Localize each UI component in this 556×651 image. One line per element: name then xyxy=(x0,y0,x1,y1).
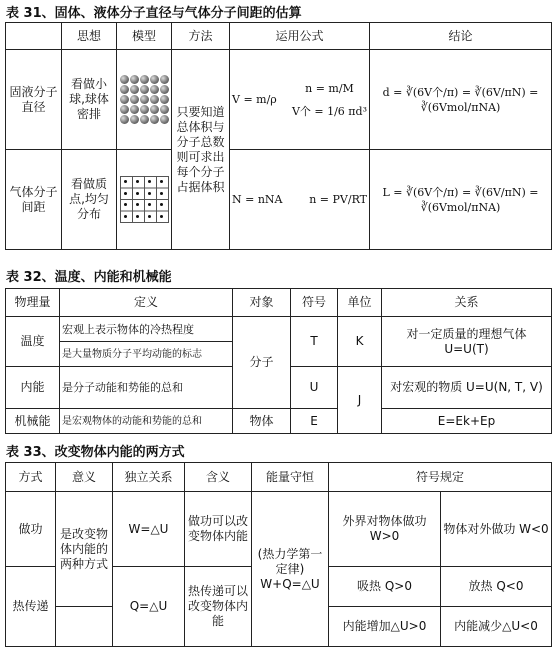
t33-heat-name: 热传递 xyxy=(6,567,56,647)
formula-volume: V = m/ρ xyxy=(232,93,277,106)
t31-row2-conclusion: L = ∛(6V个/π) = ∛(6V/πN) = ∛(6Vmol/πNA) xyxy=(370,150,552,250)
t32-temp-symbol: T xyxy=(291,317,338,367)
t33-heat-desc: 热传递可以改变物体内能 xyxy=(185,567,252,647)
t32-temp-unit: K xyxy=(338,317,382,367)
t32-mech-symbol: E xyxy=(291,409,338,434)
t31-row1-conclusion: d = ∛(6V个/π) = ∛(6V/πN) = ∛(6Vmol/πNA) xyxy=(370,50,552,150)
table31-title: 表 31、固体、液体分子直径与气体分子间距的估算 xyxy=(6,6,302,21)
t31-header-idea: 思想 xyxy=(62,23,117,50)
packed-spheres-illustration xyxy=(120,75,169,124)
t33-sign-u-neg: 内能减少△U<0 xyxy=(441,607,552,647)
formula-n-gas: n = PV/RT xyxy=(309,193,367,206)
table33-title: 表 33、改变物体内能的两方式 xyxy=(6,445,185,460)
t33-header-connotation: 含义 xyxy=(185,463,252,492)
t32-header-symbol: 符号 xyxy=(291,289,338,317)
t33-meaning-cont xyxy=(56,607,113,647)
t32-temp-def1: 宏观上表示物体的冷热程度 xyxy=(60,317,233,342)
t31-header-method: 方法 xyxy=(172,23,230,50)
t31-header-empty xyxy=(6,23,62,50)
t33-meaning: 是改变物体内能的两种方式 xyxy=(56,492,113,607)
table32 xyxy=(5,288,552,434)
t32-mech-relation: E=Ek+Ep xyxy=(382,409,552,434)
t32-mech-name: 机械能 xyxy=(6,409,60,434)
t33-header-mode: 方式 xyxy=(6,463,56,492)
formula-n-mass: n = m/M xyxy=(305,81,354,95)
t31-row2-idea: 看做质点,均匀分布 xyxy=(62,150,117,250)
t33-work-name: 做功 xyxy=(6,492,56,567)
t32-internal-symbol: U xyxy=(291,367,338,409)
t33-sign-w-neg: 物体对外做功 W<0 xyxy=(441,492,552,567)
formula-molecule-volume: V个 = 1/6 πd³ xyxy=(291,104,367,118)
table32-title: 表 32、温度、内能和机械能 xyxy=(6,270,172,285)
t32-header-relation: 关系 xyxy=(382,289,552,317)
t32-energy-unit: J xyxy=(338,367,382,434)
t31-row1-formulas xyxy=(230,50,370,150)
t33-sign-q-neg: 放热 Q<0 xyxy=(441,567,552,607)
t31-header-conclusion: 结论 xyxy=(370,23,552,50)
t31-row1-model-balls xyxy=(117,50,172,150)
t32-temp-name: 温度 xyxy=(6,317,60,367)
t31-row2-model-dots xyxy=(117,150,172,250)
grid-points-illustration xyxy=(120,176,169,223)
formula-N: N = nNA xyxy=(232,193,283,206)
t31-row1-label: 固液分子直径 xyxy=(6,50,62,150)
t32-mech-def: 是宏观物体的动能和势能的总和 xyxy=(60,409,233,434)
t32-internal-relation: 对宏观的物质 U=U(N, T, V) xyxy=(382,367,552,409)
t32-object-body: 物体 xyxy=(233,409,291,434)
t33-sign-u-pos: 内能增加△U>0 xyxy=(329,607,441,647)
t33-heat-relation: Q=△U xyxy=(113,567,185,647)
t32-temp-def2: 是大量物质分子平均动能的标志 xyxy=(60,342,233,367)
t33-header-conservation: 能量守恒 xyxy=(252,463,329,492)
t31-row2-formulas xyxy=(230,150,370,250)
t32-header-definition: 定义 xyxy=(60,289,233,317)
table33 xyxy=(5,462,552,647)
t31-header-model: 模型 xyxy=(117,23,172,50)
t33-work-desc: 做功可以改变物体内能 xyxy=(185,492,252,567)
t31-header-formula: 运用公式 xyxy=(230,23,370,50)
t33-header-meaning: 意义 xyxy=(56,463,113,492)
t32-internal-def: 是分子动能和势能的总和 xyxy=(60,367,233,409)
t32-header-quantity: 物理量 xyxy=(6,289,60,317)
t31-row1-idea: 看做小球,球体密排 xyxy=(62,50,117,150)
t33-work-relation: W=△U xyxy=(113,492,185,567)
t32-header-object: 对象 xyxy=(233,289,291,317)
table31 xyxy=(5,22,552,250)
t33-sign-w-pos: 外界对物体做功 W>0 xyxy=(329,492,441,567)
t33-header-signs: 符号规定 xyxy=(329,463,552,492)
t33-header-relation: 独立关系 xyxy=(113,463,185,492)
t32-temp-relation: 对一定质量的理想气体 U=U(T) xyxy=(382,317,552,367)
t32-object-molecule: 分子 xyxy=(233,317,291,409)
t31-row2-label: 气体分子间距 xyxy=(6,150,62,250)
t33-conservation: (热力学第一定律) W+Q=△U xyxy=(252,492,329,647)
t32-internal-name: 内能 xyxy=(6,367,60,409)
t31-method: 只要知道总体积与分子总数则可求出每个分子占据体积 xyxy=(172,50,230,250)
t33-sign-q-pos: 吸热 Q>0 xyxy=(329,567,441,607)
t32-header-unit: 单位 xyxy=(338,289,382,317)
